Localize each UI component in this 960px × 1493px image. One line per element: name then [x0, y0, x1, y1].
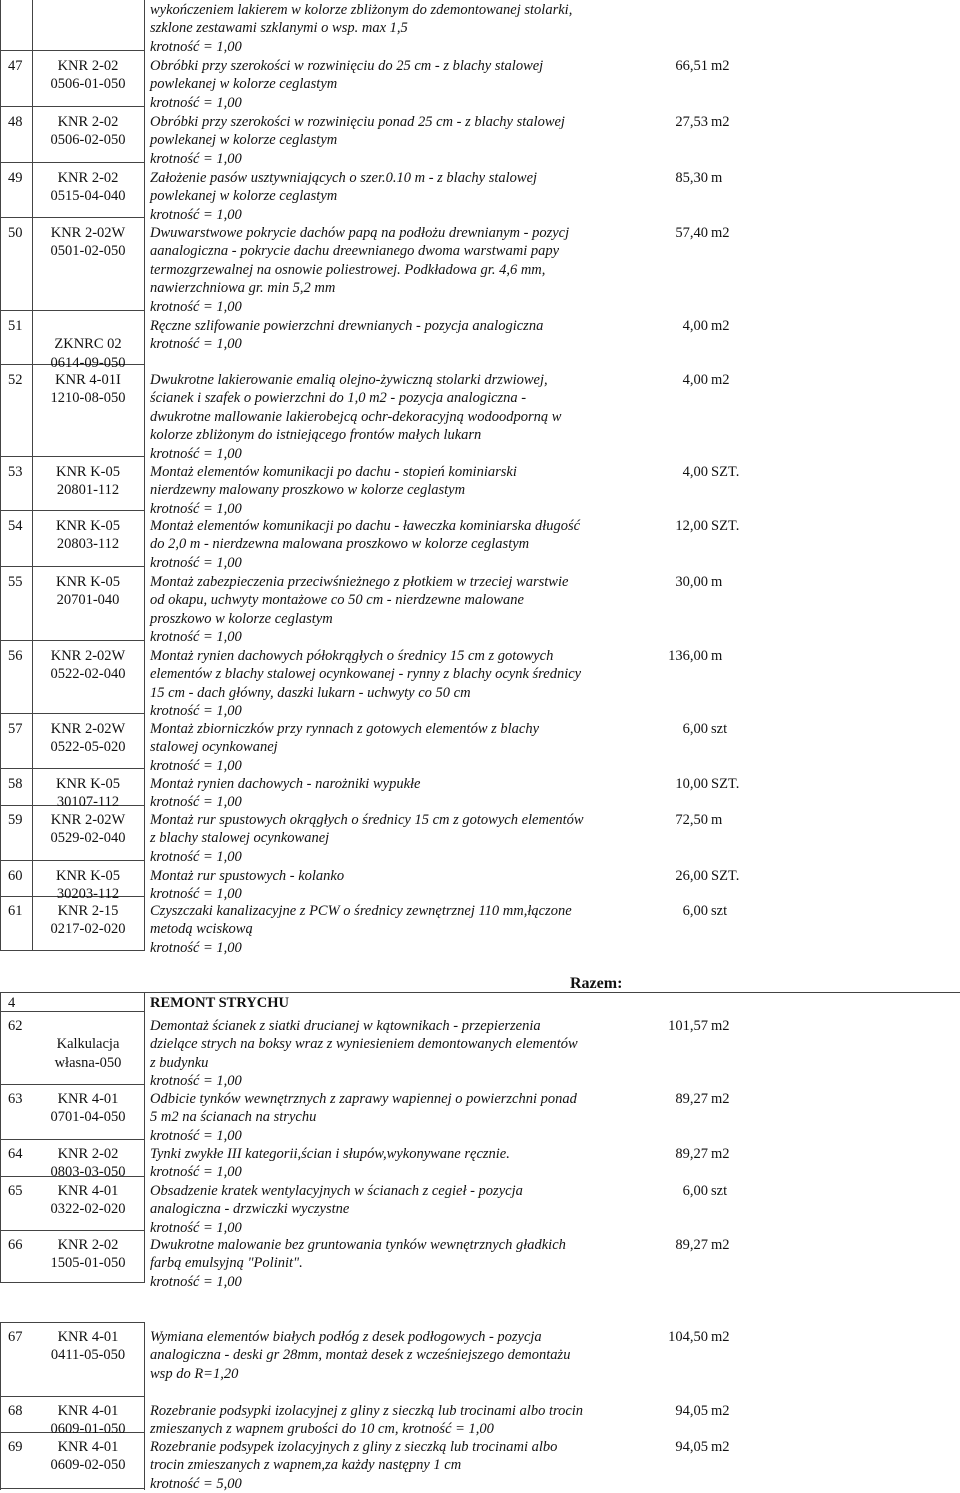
item-unit: SZT.: [711, 776, 740, 792]
item-code: KNR 2-02 0803-03-050: [50, 1146, 126, 1181]
item-number: 63: [8, 1091, 23, 1107]
item-quantity: 94,05: [675, 1439, 708, 1455]
item-code: KNR K-05 20803-112: [55, 518, 121, 553]
item-quantity: 4,00: [682, 372, 708, 388]
column-rule-left-2: [0, 992, 1, 1282]
row-rule: [0, 1011, 145, 1012]
row-rule: [0, 640, 145, 641]
item-code: KNR 2-15 0217-02-020: [50, 903, 126, 938]
item-number: 60: [8, 868, 23, 884]
row-rule: [0, 713, 145, 714]
item-quantity: 66,51: [675, 58, 708, 74]
item-code: KNR 2-02W 0529-02-040: [50, 812, 126, 847]
item-unit: m2: [711, 114, 730, 130]
item-code: KNR 4-01 0411-05-050: [50, 1329, 126, 1364]
item-number: 66: [8, 1237, 23, 1253]
item-number: 50: [8, 225, 23, 241]
item-unit: m2: [711, 1018, 730, 1034]
item-quantity: 6,00: [682, 1183, 708, 1199]
row-rule: [0, 566, 145, 567]
item-description: Montaż elementów komunikacji po dachu - stopień kominiarski nierdzewny malowany proszkowo w kolorze ceglastym krotność = 1,00: [150, 464, 517, 517]
item-description: Montaż rynien dachowych - narożniki wypukłe krotność = 1,00: [150, 776, 421, 811]
item-code: KNR 4-01 0322-02-020: [50, 1183, 126, 1218]
item-quantity: 10,00: [675, 776, 708, 792]
item-unit: szt: [711, 903, 728, 919]
item-quantity: 104,50: [668, 1329, 708, 1345]
item-description: Dwukrotne malowanie bez gruntowania tynków wewnętrznych gładkich farbą emulsyjną "Polinit". krotność = 1,00: [150, 1237, 566, 1290]
row-rule: [0, 860, 145, 861]
item-code: KNR K-05 20701-040: [55, 574, 121, 609]
item-description: Montaż elementów komunikacji po dachu - ławeczka kominiarska długość do 2,0 m - nierdzewna malowana proszkowo w kolorze ceglastym krotność = 1,00: [150, 518, 581, 571]
item-code: KNR 2-02 1505-01-050: [50, 1237, 126, 1272]
item-description: Obróbki przy szerokości w rozwinięciu do 25 cm - z blachy stalowej powlekanej w kolorze ceglastym krotność = 1,00: [150, 58, 544, 111]
item-quantity: 89,27: [675, 1146, 708, 1162]
row-rule: [0, 768, 145, 769]
item-number: 55: [8, 574, 23, 590]
item-number: 52: [8, 372, 23, 388]
row-rule: [0, 1396, 145, 1397]
item-quantity: 6,00: [682, 721, 708, 737]
item-quantity: 72,50: [675, 812, 708, 828]
item-number: 61: [8, 903, 23, 919]
item-description: Ręczne szlifowanie powierzchni drewnianych - pozycja analogiczna krotność = 1,00: [150, 318, 544, 353]
item-quantity: 136,00: [668, 648, 708, 664]
item-code: ZKNRC 02 0614-09-050: [50, 336, 126, 371]
item-description: Montaż zbiorniczków przy rynnach z gotowych elementów z blachy stalowej ocynkowanej krotność = 1,00: [150, 721, 540, 774]
item-unit: m: [711, 574, 723, 590]
item-code: KNR 2-02 0506-02-050: [50, 114, 126, 149]
column-rule-code: [144, 0, 145, 950]
item-description: Montaż rur spustowych - kolanko krotność = 1,00: [150, 868, 345, 903]
item-description: Czyszczaki kanalizacyjne z PCW o średnicy zewnętrznej 110 mm,łączone metodą wciskową krotność = 1,00: [150, 903, 572, 956]
item-number: 49: [8, 170, 23, 186]
item-number: 56: [8, 648, 23, 664]
row-rule: [0, 217, 145, 218]
item-unit: m2: [711, 1146, 730, 1162]
item-quantity: 101,57: [668, 1018, 708, 1034]
item-quantity: 30,00: [675, 574, 708, 590]
item-description: wykończeniem lakierem w kolorze zbliżonym do zdemontowanej stolarki, szklone zestawami szklanymi o wsp. max 1,5 krotność = 1,00: [150, 2, 573, 55]
row-rule: [0, 1488, 145, 1489]
item-unit: m2: [711, 1403, 730, 1419]
item-quantity: 89,27: [675, 1091, 708, 1107]
item-number: 57: [8, 721, 23, 737]
item-code: KNR 4-01 0609-01-050: [50, 1403, 126, 1438]
item-quantity: 12,00: [675, 518, 708, 534]
row-rule: [0, 1139, 145, 1140]
item-unit: szt: [711, 1183, 728, 1199]
item-code: KNR 2-02W 0522-02-040: [50, 648, 126, 683]
item-description: Demontaż ścianek z siatki drucianej w kątownikach - przepierzenia dzielące strych na boksy wraz z wyniesieniem demontowanych elementów z budynku krotność = 1,00: [150, 1018, 578, 1090]
item-unit: szt: [711, 721, 728, 737]
item-code: Kalkulacja własna-050: [54, 1036, 122, 1071]
item-number: 58: [8, 776, 23, 792]
row-rule: [0, 106, 145, 107]
item-quantity: 85,30: [675, 170, 708, 186]
item-unit: m2: [711, 372, 730, 388]
item-description: Wymiana elementów białych podłóg z desek podłogowych - pozycja analogiczna - deski gr 28mm, montaż desek z wcześniejszego demontażu wsp do R=1,20: [150, 1329, 571, 1382]
item-description: Obróbki przy szerokości w rozwinięciu ponad 25 cm - z blachy stalowej powlekanej w kolorze ceglastym krotność = 1,00: [150, 114, 565, 167]
item-number: 53: [8, 464, 23, 480]
item-number: 47: [8, 58, 23, 74]
item-unit: SZT.: [711, 868, 740, 884]
item-number: 54: [8, 518, 23, 534]
item-code: KNR K-05 20801-112: [55, 464, 121, 499]
row-rule: [0, 310, 145, 311]
row-rule: [0, 162, 145, 163]
section-rule: [0, 992, 960, 993]
item-code: KNR 4-01I 1210-08-050: [50, 372, 126, 407]
column-rule-left: [0, 0, 1, 950]
row-rule: [0, 1084, 145, 1085]
row-rule: [0, 456, 145, 457]
item-description: Tynki zwykłe III kategorii,ścian i słupów,wykonywane ręcznie. krotność = 1,00: [150, 1146, 510, 1181]
column-rule-code-2: [144, 992, 145, 1282]
item-quantity: 94,05: [675, 1403, 708, 1419]
row-rule: [0, 510, 145, 511]
item-quantity: 26,00: [675, 868, 708, 884]
row-rule: [0, 950, 145, 951]
item-unit: m: [711, 812, 723, 828]
item-description: Rozebranie podsypki izolacyjnej z gliny z sieczką lub trocinami albo trocin zmieszanych z wapnem grubości do 10 cm, krotność = 1,00: [150, 1403, 584, 1438]
item-number: 64: [8, 1146, 23, 1162]
item-description: Montaż zabezpieczenia przeciwśnieżnego z płotkiem w trzeciej warstwie od okapu, uchwyty montażowe co 50 cm - nierdzewne malowane proszkowo w kolorze ceglastym krotność = 1,00: [150, 574, 569, 646]
item-unit: m2: [711, 318, 730, 334]
item-number: 65: [8, 1183, 23, 1199]
row-rule: [0, 1230, 145, 1231]
item-unit: m2: [711, 225, 730, 241]
item-unit: SZT.: [711, 464, 740, 480]
item-description: Odbicie tynków wewnętrznych z zaprawy wapiennej o powierzchni ponad 5 m2 na ścianach na strychu krotność = 1,00: [150, 1091, 577, 1144]
item-code: KNR K-05 30107-112: [55, 776, 121, 811]
row-rule: [0, 50, 145, 51]
row-rule: [0, 1282, 145, 1283]
item-description: Montaż rur spustowych okrągłych o średnicy 15 cm z gotowych elementów z blachy stalowej ocynkowanej krotność = 1,00: [150, 812, 584, 865]
item-code: KNR 2-02 0515-04-040: [50, 170, 126, 205]
razem-label: Razem:: [570, 975, 623, 992]
item-unit: m2: [711, 1439, 730, 1455]
item-quantity: 4,00: [682, 464, 708, 480]
column-rule-lp: [32, 0, 33, 950]
item-code: KNR 2-02 0506-01-050: [50, 58, 126, 93]
item-quantity: 89,27: [675, 1237, 708, 1253]
item-unit: m: [711, 648, 723, 664]
item-unit: m2: [711, 1329, 730, 1345]
item-code: KNR 2-02W 0522-05-020: [50, 721, 126, 756]
item-description: Założenie pasów usztywniających o szer.0.10 m - z blachy stalowej powlekanej w kolorze ceglastym krotność = 1,00: [150, 170, 538, 223]
column-rule-code-3: [144, 1322, 145, 1490]
item-description: Montaż rynien dachowych półokrągłych o średnicy 15 cm z gotowych elementów z blachy stalowej ocynkowanej - rynny z blachy ocynk średnicy 15 cm - dach główny, daszki lukarn - uchwyty co 50 cm krotność = 1,00: [150, 648, 582, 720]
item-number: 67: [8, 1329, 23, 1345]
item-description: Rozebranie podsypek izolacyjnych z gliny z sieczką lub trocinami albo trocin zmieszanych z wapnem,za każdy następny 1 cm krotność = 5,00: [150, 1439, 558, 1492]
item-code: KNR 2-02W 0501-02-050: [50, 225, 126, 260]
item-description: Dwukrotne lakierowanie emalią olejno-żywiczną stolarki drzwiowej, ścianek i szafek o powierzchni do 1,0 m2 - pozycja analogiczna - dwukrotne mallowanie lakierobejcą ochr-dekoracyjną wodoodporną w kolorze zbliżonym do istniejącego frontów małych lukarn krotność = 1,00: [150, 372, 562, 462]
item-code: KNR 4-01 0609-02-050: [50, 1439, 126, 1474]
item-quantity: 57,40: [675, 225, 708, 241]
item-number: 69: [8, 1439, 23, 1455]
item-number: 51: [8, 318, 23, 334]
section-title: REMONT STRYCHU: [150, 995, 290, 1011]
item-unit: m: [711, 170, 723, 186]
item-quantity: 27,53: [675, 114, 708, 130]
item-number: 68: [8, 1403, 23, 1419]
item-number: 59: [8, 812, 23, 828]
item-code: KNR K-05 30203-112: [55, 868, 121, 903]
item-code: KNR 4-01 0701-04-050: [50, 1091, 126, 1126]
column-rule-left-3: [0, 1322, 1, 1490]
item-unit: m2: [711, 1091, 730, 1107]
item-unit: m2: [711, 1237, 730, 1253]
row-rule: [0, 1322, 145, 1323]
item-number: 48: [8, 114, 23, 130]
item-quantity: 4,00: [682, 318, 708, 334]
item-description: Dwuwarstwowe pokrycie dachów papą na podłożu drewnianym - pozycj aanalogiczna - pokrycie dachu dreewnianego dwoma warstwami papy termozgrzewalnej na osnowie poliestrowej. Podkładowa gr. 4,6 mm, nawierzchniowa gr. min 5,2 mm krotność = 1,00: [150, 225, 570, 315]
item-description: Obsadzenie kratek wentylacyjnych w ścianach z cegieł - pozycja analogiczna - drzwiczki wyczystne krotność = 1,00: [150, 1183, 523, 1236]
item-unit: SZT.: [711, 518, 740, 534]
item-number: 62: [8, 1018, 23, 1034]
item-quantity: 6,00: [682, 903, 708, 919]
item-unit: m2: [711, 58, 730, 74]
